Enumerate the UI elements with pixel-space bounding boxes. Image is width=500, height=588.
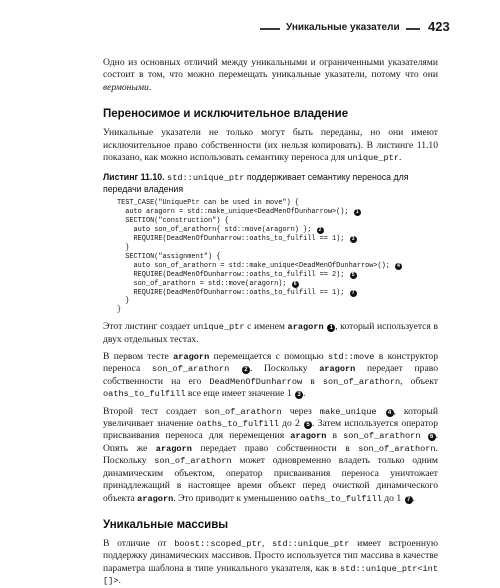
running-header: [0, 19, 500, 40]
paragraph-unique-arrays: В отличие от boost::scoped_ptr, std::unique_ptr имеет встроенную поддержку динамических массивов. Просто используется тип массива в качестве параметра шаблона в типе уникального указателя, как в std::unique_ptr<int []>.: [103, 537, 438, 587]
marker-5: 5: [304, 421, 312, 429]
marker-6: 6: [292, 281, 299, 288]
marker-2: 2: [242, 366, 250, 374]
marker-3: 3: [350, 236, 357, 243]
section-heading-move-ownership: Переносимое и исключительное владение: [103, 108, 349, 121]
header-section-title: Уникальные указатели: [280, 22, 406, 33]
paragraph-second-test: Второй тест создает son_of_arathorn через make_unique 4 , который увеличивает значение oaths_to_fulfill до 2 5 . Затем используется оператор присваивания переноса для перемещения aragorn в son_of_arathorn 6 . Опять же aragorn передает право собственности в son_of_arathorn. Поскольку son_of_arathorn может одновременно владеть только одним динамическим объектом, оператор присваивания переноса уничтожает принадлежащий в настоящее время объект перед очисткой динамического объекта aragorn. Это приводит к уменьшению oaths_to_fulfill до 1 7 .: [103, 405, 439, 504]
intro-paragraph: Одно из основных отличий между уникальными и ограниченными указателями состоит в том, что можно перемещать уникальные указатели, потому что они вермоными.: [103, 57, 438, 93]
marker-5: 5: [350, 272, 357, 279]
code-line: REQUIRE(DeadMenOfDunharrow::oaths_to_fulfill == 1);: [117, 235, 345, 244]
marker-7: 7: [405, 496, 413, 504]
code-line: auto aragorn = std::make_unique<DeadMenOfDunharrow>();: [117, 208, 349, 217]
marker-2: 2: [317, 227, 324, 234]
marker-4: 4: [386, 409, 394, 417]
code-line: }: [117, 297, 130, 306]
code-line: SECTION("assignment") {: [117, 252, 221, 261]
paragraph-listing-intro: Этот листинг создает unique_ptr с именем aragorn 1 , который используется в двух отдельных тестах.: [103, 321, 438, 345]
section1-paragraph: Уникальные указатели не только могут быть переданы, но они имеют исключительное право собственности (их нельзя копировать). В листинге 11.10 показано, как можно использовать семантику переноса для unique_ptr.: [103, 127, 438, 164]
page-number: 423: [428, 19, 450, 34]
code-line: TEST_CASE("UniquePtr can be used in move") {: [117, 199, 299, 208]
page-body: [103, 57, 438, 588]
code-line: }: [117, 243, 130, 252]
code-line: REQUIRE(DeadMenOfDunharrow::oaths_to_fulfill == 1);: [117, 288, 345, 297]
marker-4: 4: [395, 263, 402, 270]
code-line: auto son_of_arathorn = std::make_unique<DeadMenOfDunharrow>();: [117, 261, 390, 270]
marker-3: 3: [295, 391, 303, 399]
marker-6: 6: [428, 433, 436, 441]
paragraph-first-test: В первом тесте aragorn перемещается с помощью std::move в конструктор переноса son_of_arathorn 2 . Поскольку aragorn передает право собственности на его DeadMenOfDunharrow в son_of_arathorn, объект oaths_to_fulfill все еще имеет значение 1 3 .: [103, 351, 438, 400]
code-line: REQUIRE(DeadMenOfDunharrow::oaths_to_fulfill == 2);: [117, 270, 345, 279]
listing-caption: Листинг 11.10. std::unique_ptr поддерживает семантику переноса для передачи владения: [103, 172, 409, 195]
marker-7: 7: [350, 290, 357, 297]
marker-1: 1: [327, 324, 335, 332]
code-line: auto son_of_arathorn{ std::move(aragorn) };: [117, 226, 312, 235]
section-heading-unique-arrays: Уникальные массивы: [103, 518, 229, 531]
code-line: SECTION("construction") {: [117, 217, 229, 226]
marker-1: 1: [354, 209, 361, 216]
code-line: }: [117, 306, 122, 315]
code-listing: [117, 199, 438, 315]
code-line: son_of_arathorn = std::move(aragorn);: [117, 279, 287, 288]
